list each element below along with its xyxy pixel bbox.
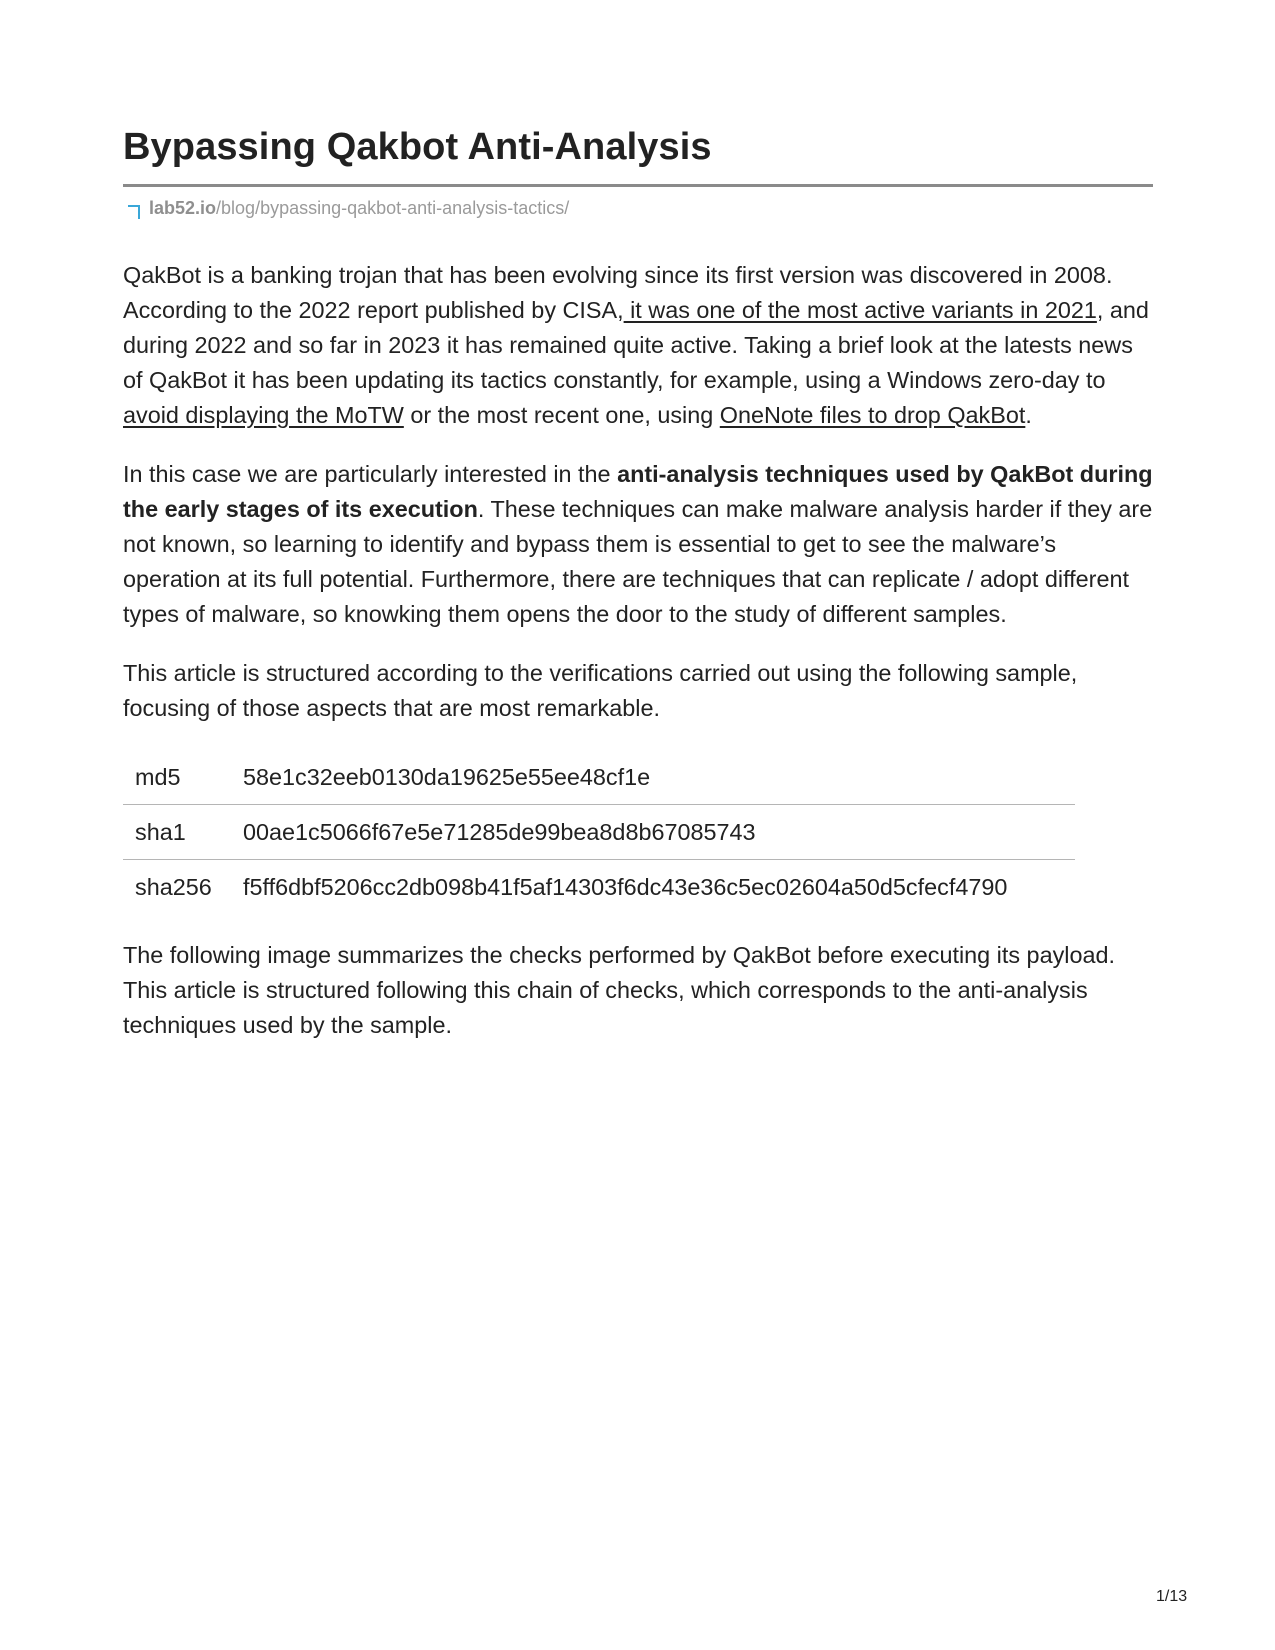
intro-text-4: . [1025, 402, 1032, 428]
focus-bold-text: anti-analysis techniques used by QakBot during the early stages of its execution [123, 461, 1153, 522]
cisa-report-link[interactable]: it was one of the most active variants in 2021 [623, 297, 1097, 323]
hash-value: f5ff6dbf5206cc2db098b41f5af14303f6dc43e36c5ec02604a50d5cfecf4790 [243, 873, 1008, 900]
focus-text-1: In this case we are particularly interested in the [123, 461, 618, 487]
motw-link[interactable]: avoid displaying the MoTW [123, 402, 404, 428]
onenote-link[interactable]: OneNote files to drop QakBot [719, 402, 1026, 428]
hash-algo: md5 [123, 750, 231, 805]
hash-value: 00ae1c5066f67e5e71285de99bea8d8b67085743 [231, 805, 1075, 860]
hash-algo: sha1 [123, 805, 231, 860]
page-number: 1/13 [1156, 1588, 1188, 1605]
intro-paragraph [123, 258, 1153, 433]
table-row [123, 750, 1075, 805]
hash-table [123, 750, 1075, 914]
summary-paragraph: The following image summarizes the checks performed by QakBot before executing its payload. This article is structured following this chain of checks, which corresponds to the anti-analysis techniques used by the sample. [123, 942, 1115, 1038]
intro-text-1: QakBot is a banking trojan that has been evolving since its first version was discovered in 2008. According to the 2022 report published by CISA, [123, 262, 1113, 323]
article-body [123, 258, 1153, 1067]
focus-text-2: . These techniques can make malware analysis harder if they are not known, so learning to identify and bypass them is essential to get to see the malware’s operation at its full potential. Furthermore, there are techniques that can replicate / adopt different types of malware, so knowking them opens the door to the study of different samples. [123, 496, 1153, 627]
source-domain: lab52.io [149, 198, 217, 218]
focus-paragraph [123, 457, 1153, 632]
table-row [123, 860, 1075, 915]
title-divider [123, 184, 1153, 187]
intro-text-3: or the most recent one, using [403, 402, 720, 428]
table-row [123, 805, 1075, 860]
hash-algo: sha256 [135, 873, 212, 900]
source-path: /blog/bypassing-qakbot-anti-analysis-tactics/ [216, 198, 570, 218]
corner-bracket-icon [128, 205, 140, 219]
article-title: Bypassing Qakbot Anti-Analysis [123, 126, 712, 168]
intro-text-2: , and during 2022 and so far in 2023 it has remained quite active. Taking a brief look at the latests news of QakBot it has been updating its tactics constantly, for example, using a Windows zero-day to [123, 297, 1149, 393]
hash-value: 58e1c32eeb0130da19625e55ee48cf1e [231, 750, 1075, 805]
source-url[interactable] [128, 198, 569, 219]
structure-paragraph: This article is structured according to the verifications carried out using the following sample, focusing of those aspects that are most remarkable. [123, 660, 1078, 721]
